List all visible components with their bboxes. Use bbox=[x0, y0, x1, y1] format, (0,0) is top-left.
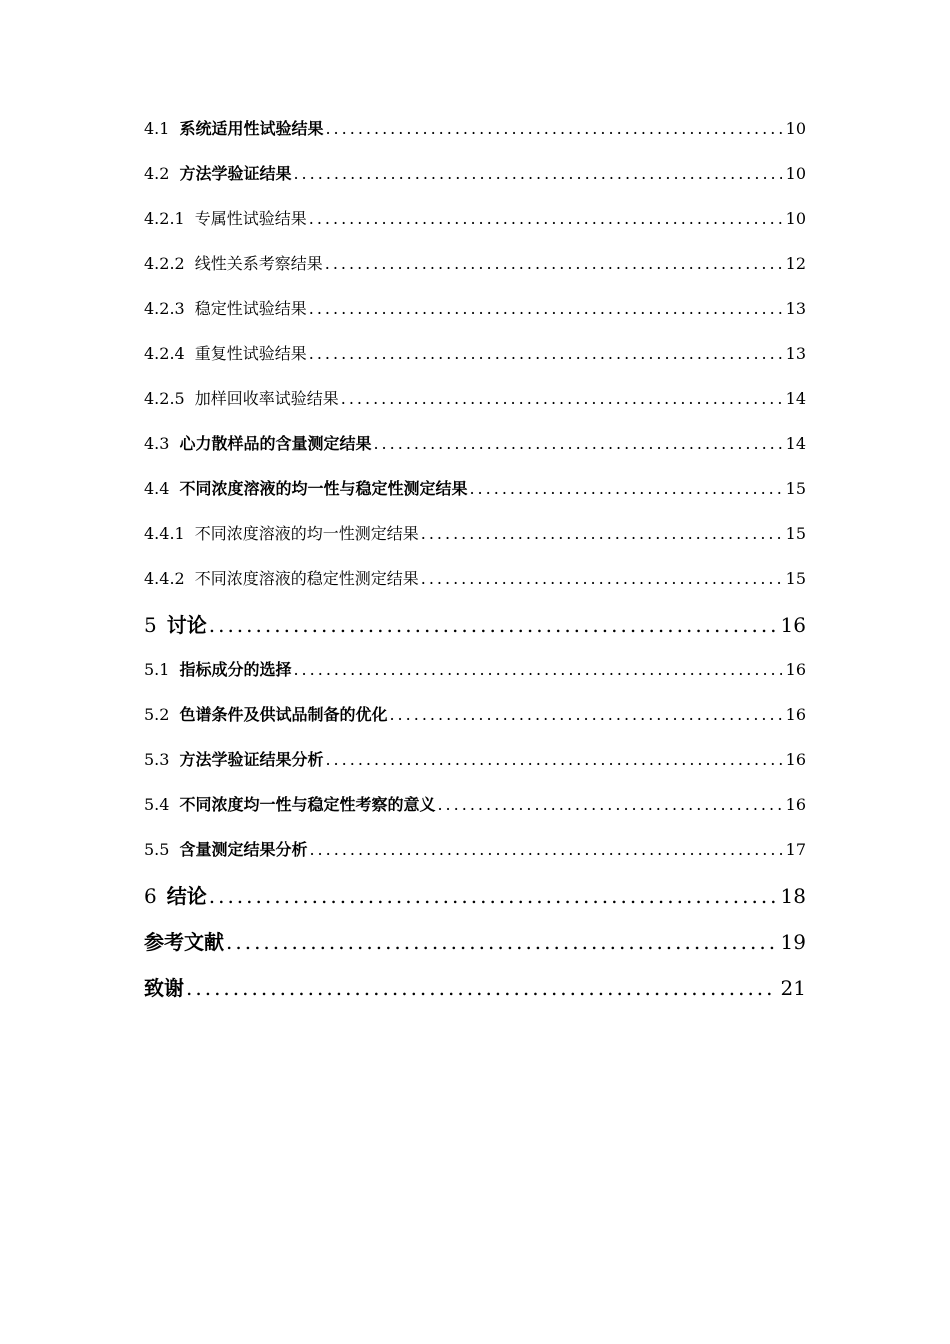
toc-dot-leader bbox=[293, 159, 781, 189]
toc-entry-number: 4.4.1 bbox=[144, 524, 185, 543]
toc-entry-number: 6 bbox=[144, 884, 157, 908]
toc-dot-leader bbox=[469, 474, 781, 504]
toc-entry bbox=[144, 249, 806, 279]
toc-entry-number: 4.2 bbox=[144, 164, 170, 183]
toc-entry-number: 4.2.1 bbox=[144, 209, 185, 228]
toc-entry-title: 结论 bbox=[166, 884, 207, 908]
toc-entry bbox=[144, 790, 806, 820]
toc-entry-number: 4.3 bbox=[144, 434, 170, 453]
toc-entry bbox=[144, 474, 806, 504]
toc-entry bbox=[144, 519, 806, 549]
toc-entry-page: 10 bbox=[785, 209, 806, 228]
toc-entry-page: 15 bbox=[785, 524, 806, 543]
toc-entry bbox=[144, 429, 806, 459]
toc-entry-title: 讨论 bbox=[166, 613, 207, 637]
toc-entry-page: 16 bbox=[785, 795, 806, 814]
toc-entry bbox=[144, 294, 806, 324]
toc-entry-number: 4.2.3 bbox=[144, 299, 185, 318]
toc-entry bbox=[144, 926, 806, 958]
toc-entry-number: 5.3 bbox=[144, 750, 170, 769]
toc-dot-leader bbox=[293, 655, 781, 685]
toc-entry bbox=[144, 700, 806, 730]
toc-dot-leader bbox=[309, 294, 782, 324]
toc-entry-number: 5.4 bbox=[144, 795, 170, 814]
toc-dot-leader bbox=[226, 926, 777, 958]
toc-entry-title: 不同浓度溶液的均一性测定结果 bbox=[194, 524, 419, 543]
toc-dot-leader bbox=[209, 609, 777, 641]
toc-entry-number: 5.1 bbox=[144, 660, 170, 679]
toc-dot-leader bbox=[209, 880, 777, 912]
toc-entry-page: 14 bbox=[785, 434, 806, 453]
toc-entry bbox=[144, 609, 806, 641]
table-of-contents bbox=[144, 114, 806, 1018]
toc-entry-title: 含量测定结果分析 bbox=[179, 840, 308, 859]
toc-entry-title: 线性关系考察结果 bbox=[194, 254, 323, 273]
toc-entry bbox=[144, 339, 806, 369]
toc-entry-page: 13 bbox=[785, 344, 806, 363]
toc-entry-title: 方法学验证结果分析 bbox=[179, 750, 324, 769]
toc-dot-leader bbox=[309, 835, 781, 865]
toc-entry-page: 17 bbox=[785, 840, 806, 859]
toc-dot-leader bbox=[421, 564, 782, 594]
toc-entry bbox=[144, 880, 806, 912]
toc-dot-leader bbox=[389, 700, 781, 730]
toc-entry-title: 系统适用性试验结果 bbox=[179, 119, 324, 138]
toc-entry-page: 10 bbox=[785, 119, 806, 138]
toc-entry bbox=[144, 745, 806, 775]
toc-dot-leader bbox=[309, 204, 782, 234]
toc-entry-title: 专属性试验结果 bbox=[194, 209, 307, 228]
toc-entry bbox=[144, 204, 806, 234]
toc-entry bbox=[144, 114, 806, 144]
toc-entry-number: 4.2.5 bbox=[144, 389, 185, 408]
toc-entry-title: 不同浓度溶液的稳定性测定结果 bbox=[194, 569, 419, 588]
toc-entry-page: 21 bbox=[780, 976, 806, 1000]
toc-entry-page: 16 bbox=[785, 750, 806, 769]
toc-dot-leader bbox=[341, 384, 782, 414]
toc-dot-leader bbox=[325, 249, 782, 279]
toc-dot-leader bbox=[373, 429, 781, 459]
toc-entry-title: 不同浓度溶液的均一性与稳定性测定结果 bbox=[179, 479, 468, 498]
toc-entry-title: 加样回收率试验结果 bbox=[194, 389, 339, 408]
toc-entry bbox=[144, 384, 806, 414]
toc-dot-leader bbox=[325, 114, 781, 144]
toc-entry-page: 19 bbox=[780, 930, 806, 954]
toc-entry-number: 5.2 bbox=[144, 705, 170, 724]
toc-entry-page: 16 bbox=[785, 705, 806, 724]
toc-entry-title: 指标成分的选择 bbox=[179, 660, 292, 679]
toc-entry-title: 心力散样品的含量测定结果 bbox=[179, 434, 372, 453]
toc-entry-number: 4.1 bbox=[144, 119, 170, 138]
toc-entry-number: 5.5 bbox=[144, 840, 170, 859]
toc-entry-number: 4.4.2 bbox=[144, 569, 185, 588]
toc-entry bbox=[144, 655, 806, 685]
toc-entry-page: 15 bbox=[785, 569, 806, 588]
toc-entry-number: 4.2.2 bbox=[144, 254, 185, 273]
toc-entry-title: 不同浓度均一性与稳定性考察的意义 bbox=[179, 795, 436, 814]
toc-entry-page: 16 bbox=[785, 660, 806, 679]
toc-dot-leader bbox=[421, 519, 782, 549]
toc-entry-number: 5 bbox=[144, 613, 157, 637]
toc-entry-page: 13 bbox=[785, 299, 806, 318]
toc-dot-leader bbox=[186, 972, 777, 1004]
toc-entry bbox=[144, 159, 806, 189]
toc-entry-title: 参考文献 bbox=[144, 930, 224, 954]
toc-entry-number: 4.4 bbox=[144, 479, 170, 498]
toc-entry-title: 色谱条件及供试品制备的优化 bbox=[179, 705, 388, 724]
toc-entry-page: 15 bbox=[785, 479, 806, 498]
toc-entry bbox=[144, 972, 806, 1004]
toc-entry-title: 重复性试验结果 bbox=[194, 344, 307, 363]
toc-entry-page: 16 bbox=[780, 613, 806, 637]
toc-entry-page: 10 bbox=[785, 164, 806, 183]
toc-dot-leader bbox=[437, 790, 781, 820]
toc-entry-page: 14 bbox=[785, 389, 806, 408]
toc-entry-title: 致谢 bbox=[144, 976, 184, 1000]
toc-entry-page: 18 bbox=[780, 884, 806, 908]
toc-dot-leader bbox=[309, 339, 782, 369]
toc-entry-title: 稳定性试验结果 bbox=[194, 299, 307, 318]
toc-entry bbox=[144, 564, 806, 594]
toc-dot-leader bbox=[325, 745, 781, 775]
toc-entry-number: 4.2.4 bbox=[144, 344, 185, 363]
toc-entry-title: 方法学验证结果 bbox=[179, 164, 292, 183]
toc-entry-page: 12 bbox=[785, 254, 806, 273]
toc-entry bbox=[144, 835, 806, 865]
